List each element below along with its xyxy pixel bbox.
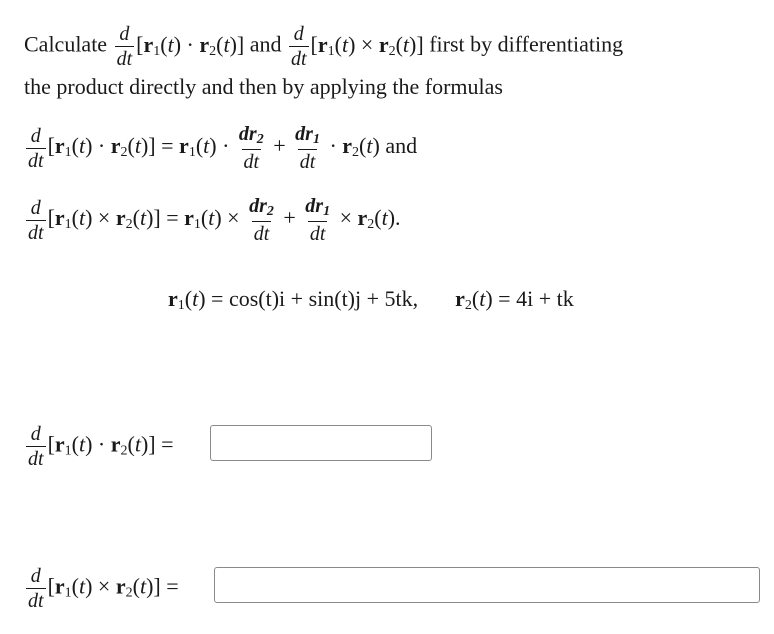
cross-product-expression: $[r_1(t) \times r_2(t)]$ [310,31,424,59]
dr2-dt-fraction: $\frac{dr_2}{dt}$ [249,195,274,245]
dr1-dt-fraction: $\frac{dr_1}{dt}$ [305,195,331,245]
d-dt-fraction: $\frac{d}{dt}$ [28,423,44,470]
r1-value: cos(t)i + sin(t)j + 5tk, [228,286,419,311]
problem-line-1 [24,24,623,69]
given-functions [168,288,574,313]
d-dt-fraction: $\frac{d}{dt}$ [28,196,44,244]
r2-value: 4i + tk [516,286,574,311]
dot-product-answer-input[interactable] [210,425,432,461]
r1-definition: $r_1(t) = \cos(t)i + \sin(t)j + 5tk$, [168,286,419,313]
d-dt-fraction: $\frac{d}{dt}$ [28,124,44,172]
dot-answer-label: $\frac{d}{dt}$ $[r_1(t) \cdot r_2(t)]$ = [28,423,174,470]
problem-line-2 [24,76,503,98]
cross-answer-label: $\frac{d}{dt}$ $[r_1(t) \times r_2(t)]$ = [28,565,179,612]
d-dt-fraction: $\frac{d}{dt}$ [28,565,44,612]
dr2-dt-fraction: $\frac{dr_2}{dt}$ [238,123,264,173]
r2-definition: $r_2(t) = 4i$ + tk [455,286,574,313]
dr1-dt-fraction: $\frac{dr_1}{dt}$ [295,123,320,173]
first-by-differentiating-text: first by differentiating [429,31,624,57]
cross-product-formula: $\frac{d}{dt}$ $[r_1(t) \times r_2(t)] = r_1(t)$ × $\frac{dr_2}{dt}$ + $\frac{dr_1}{dt}$ × $r_2(t)$. [28,195,401,245]
d-dt-fraction: $\frac{d}{dt}$ [290,23,307,70]
calculate-word: Calculate [24,31,108,57]
d-dt-fraction: $\frac{d}{dt}$ [116,23,133,70]
and-word: and [249,31,282,57]
cross-product-answer-input[interactable] [214,567,760,603]
instruction-text: the product directly and then by applying the formulas [24,74,503,99]
dot-product-expression: $[r_1(t) \cdot r_2(t)]$ [136,31,245,59]
formula-and-word: and [385,133,418,159]
dot-product-formula: $\frac{d}{dt}$ $[r_1(t) \cdot r_2(t)] = r_1(t)$ · $\frac{dr_2}{dt}$ + $\frac{dr_1}{dt}$ · $r_2(t)$ and [28,123,418,173]
